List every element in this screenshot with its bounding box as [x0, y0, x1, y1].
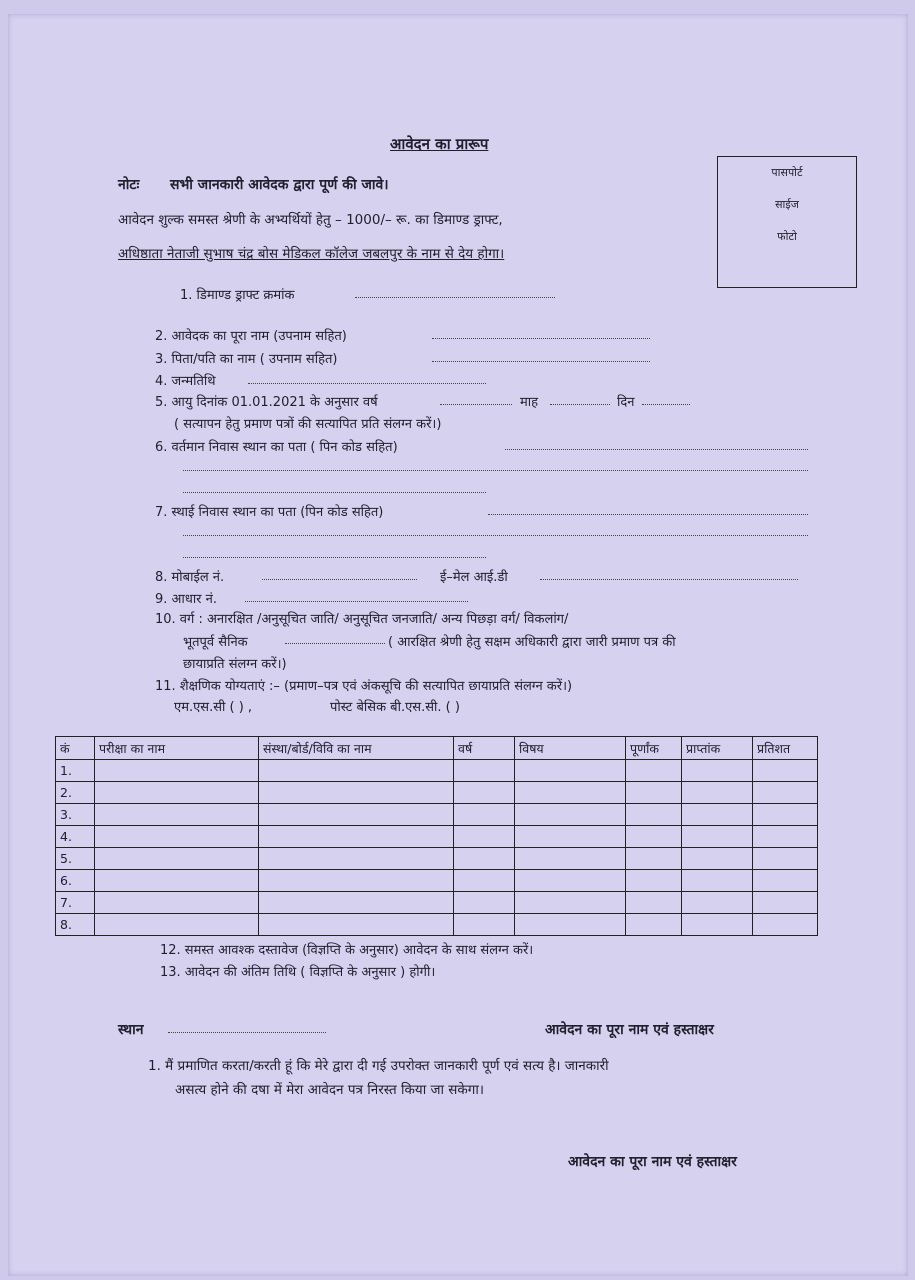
- qualification-label: 11. शैक्षणिक योग्यताएं :– (प्रमाण–पत्र एवं अंकसूचि की सत्यापित छायाप्रति संलग्न करें।): [155, 679, 573, 694]
- cell-institution[interactable]: [259, 914, 454, 936]
- cell-exam[interactable]: [95, 914, 259, 936]
- table-row: [56, 804, 818, 826]
- category-line-2a: भूतपूर्व सैनिक: [183, 635, 248, 650]
- cell-max[interactable]: [626, 760, 682, 782]
- cell-obtained[interactable]: [682, 914, 753, 936]
- cell-percent[interactable]: [753, 826, 818, 848]
- cell-obtained[interactable]: [682, 892, 753, 914]
- category-line-3: छायाप्रति संलग्न करें।): [183, 657, 287, 672]
- col-subject: विषय: [515, 737, 626, 760]
- permanent-address-field-2[interactable]: [183, 534, 808, 536]
- cell-subject[interactable]: [515, 848, 626, 870]
- applicant-name-field[interactable]: [432, 337, 650, 339]
- cell-institution[interactable]: [259, 826, 454, 848]
- place-field[interactable]: [168, 1031, 326, 1033]
- signature-label-1: आवेदन का पूरा नाम एवं हस्ताक्षर: [545, 1022, 714, 1038]
- post-basic-bsc-option[interactable]: पोस्ट बेसिक बी.एस.सी. ( ): [330, 700, 460, 715]
- place-label: स्थान: [118, 1022, 144, 1038]
- cell-percent[interactable]: [753, 760, 818, 782]
- cell-obtained[interactable]: [682, 848, 753, 870]
- permanent-address-label: 7. स्थाई निवास स्थान का पता (पिन कोड सहित): [155, 505, 384, 520]
- item-13: 13. आवेदन की अंतिम तिथि ( विज्ञप्ति के अनुसार ) होगी।: [160, 965, 436, 980]
- col-exam-name: परीक्षा का नाम: [95, 737, 259, 760]
- cell-subject[interactable]: [515, 804, 626, 826]
- age-years-field[interactable]: [440, 403, 512, 405]
- table-row: [56, 914, 818, 936]
- age-month-label: माह: [520, 395, 539, 410]
- cell-institution[interactable]: [259, 782, 454, 804]
- mobile-label: 8. मोबाईल नं.: [155, 570, 225, 585]
- cell-year[interactable]: [454, 804, 515, 826]
- father-name-label: 3. पिता/पति का नाम ( उपनाम सहित): [155, 352, 338, 367]
- col-serial: कं: [56, 737, 95, 760]
- email-label: ई–मेल आई.डी: [440, 570, 508, 585]
- cell-obtained[interactable]: [682, 760, 753, 782]
- cell-subject[interactable]: [515, 782, 626, 804]
- age-label: 5. आयु दिनांक 01.01.2021 के अनुसार वर्ष: [155, 395, 378, 410]
- cell-year[interactable]: [454, 848, 515, 870]
- cell-obtained[interactable]: [682, 826, 753, 848]
- cell-subject[interactable]: [515, 870, 626, 892]
- current-address-field-3[interactable]: [183, 491, 486, 493]
- cell-exam[interactable]: [95, 870, 259, 892]
- cell-subject[interactable]: [515, 892, 626, 914]
- row-serial: 5.: [56, 848, 95, 870]
- col-institution: संस्था/बोर्ड/विवि का नाम: [259, 737, 454, 760]
- cell-subject[interactable]: [515, 760, 626, 782]
- qualification-table: [55, 736, 818, 936]
- cell-exam[interactable]: [95, 804, 259, 826]
- cell-exam[interactable]: [95, 848, 259, 870]
- row-serial: 3.: [56, 804, 95, 826]
- cell-obtained[interactable]: [682, 870, 753, 892]
- category-line-1: 10. वर्ग : अनारक्षित /अनुसूचित जाति/ अनुसूचित जनजाति/ अन्य पिछड़ा वर्ग/ विकलांग/: [155, 612, 569, 627]
- fee-line-2: अधिष्ठाता नेताजी सुभाष चंद्र बोस मेडिकल कॉलेज जबलपुर के नाम से देय होगा।: [118, 246, 505, 262]
- table-row: [56, 826, 818, 848]
- msc-option[interactable]: एम.एस.सी ( ) ,: [174, 700, 253, 715]
- col-max-marks: पूर्णांक: [626, 737, 682, 760]
- current-address-label: 6. वर्तमान निवास स्थान का पता ( पिन कोड सहित): [155, 440, 398, 455]
- row-serial: 7.: [56, 892, 95, 914]
- passport-photo-box: [717, 156, 857, 288]
- row-serial: 8.: [56, 914, 95, 936]
- cell-percent[interactable]: [753, 892, 818, 914]
- permanent-address-field-1[interactable]: [488, 513, 808, 515]
- cell-year[interactable]: [454, 782, 515, 804]
- declaration-line-2: असत्य होने की दषा में मेरा आवेदन पत्र निरस्त किया जा सकेगा।: [175, 1082, 484, 1098]
- cell-year[interactable]: [454, 914, 515, 936]
- table-row: [56, 848, 818, 870]
- dob-label: 4. जन्मतिथि: [155, 374, 216, 389]
- cell-max[interactable]: [626, 870, 682, 892]
- row-serial: 2.: [56, 782, 95, 804]
- table-row: [56, 870, 818, 892]
- cell-year[interactable]: [454, 826, 515, 848]
- cell-institution[interactable]: [259, 760, 454, 782]
- cell-institution[interactable]: [259, 892, 454, 914]
- cell-institution[interactable]: [259, 870, 454, 892]
- cell-institution[interactable]: [259, 804, 454, 826]
- cell-max[interactable]: [626, 782, 682, 804]
- note-text: सभी जानकारी आवेदक द्वारा पूर्ण की जावे।: [170, 177, 389, 193]
- cell-max[interactable]: [626, 804, 682, 826]
- note-label: नोटः: [118, 177, 140, 193]
- cell-max[interactable]: [626, 914, 682, 936]
- age-note: ( सत्यापन हेतु प्रमाण पत्रों की सत्यापित प्रति संलग्न करें।): [174, 417, 442, 432]
- cell-year[interactable]: [454, 870, 515, 892]
- cell-percent[interactable]: [753, 782, 818, 804]
- cell-max[interactable]: [626, 826, 682, 848]
- cell-exam[interactable]: [95, 782, 259, 804]
- dd-number-field[interactable]: [355, 296, 555, 298]
- current-address-field-1[interactable]: [505, 448, 808, 450]
- category-field[interactable]: [285, 642, 385, 644]
- cell-obtained[interactable]: [682, 804, 753, 826]
- aadhar-label: 9. आधार नं.: [155, 592, 217, 607]
- age-month-field[interactable]: [550, 403, 610, 405]
- photo-box-line-2: साईज: [775, 198, 799, 211]
- email-field[interactable]: [540, 578, 798, 580]
- row-serial: 4.: [56, 826, 95, 848]
- cell-exam[interactable]: [95, 826, 259, 848]
- col-obtained-marks: प्राप्तांक: [682, 737, 753, 760]
- dob-field[interactable]: [248, 382, 486, 384]
- table-header-row: [56, 737, 818, 760]
- mobile-field[interactable]: [262, 578, 417, 580]
- cell-percent[interactable]: [753, 804, 818, 826]
- row-serial: 6.: [56, 870, 95, 892]
- col-year: वर्ष: [454, 737, 515, 760]
- cell-subject[interactable]: [515, 914, 626, 936]
- cell-max[interactable]: [626, 848, 682, 870]
- fee-line-1: आवेदन शुल्क समस्त श्रेणी के अभ्यर्थियों हेतु – 1000/– रू. का डिमाण्ड ड्राफ्ट,: [118, 212, 503, 228]
- cell-max[interactable]: [626, 892, 682, 914]
- aadhar-field[interactable]: [245, 600, 468, 602]
- dd-number-label: 1. डिमाण्ड ड्राफ्ट क्रमांक: [180, 288, 295, 303]
- table-row: [56, 892, 818, 914]
- photo-box-line-1: पासपोर्ट: [771, 166, 803, 179]
- cell-subject[interactable]: [515, 826, 626, 848]
- cell-percent[interactable]: [753, 914, 818, 936]
- age-day-label: दिन: [617, 395, 635, 410]
- cell-percent[interactable]: [753, 848, 818, 870]
- table-row: [56, 760, 818, 782]
- category-line-2b: ( आरक्षित श्रेणी हेतु सक्षम अधिकारी द्वारा जारी प्रमाण पत्र की: [388, 635, 676, 650]
- father-name-field[interactable]: [432, 360, 650, 362]
- col-percentage: प्रतिशत: [753, 737, 818, 760]
- cell-institution[interactable]: [259, 848, 454, 870]
- cell-percent[interactable]: [753, 870, 818, 892]
- applicant-name-label: 2. आवेदक का पूरा नाम (उपनाम सहित): [155, 329, 347, 344]
- cell-year[interactable]: [454, 892, 515, 914]
- row-serial: 1.: [56, 760, 95, 782]
- form-title: आवेदन का प्रारूप: [390, 135, 489, 153]
- cell-obtained[interactable]: [682, 782, 753, 804]
- cell-exam[interactable]: [95, 760, 259, 782]
- permanent-address-field-3[interactable]: [183, 556, 486, 558]
- photo-box-line-3: फोटो: [777, 230, 797, 243]
- cell-year[interactable]: [454, 760, 515, 782]
- age-day-field[interactable]: [642, 403, 690, 405]
- current-address-field-2[interactable]: [183, 469, 808, 471]
- cell-exam[interactable]: [95, 892, 259, 914]
- signature-label-2: आवेदन का पूरा नाम एवं हस्ताक्षर: [568, 1154, 737, 1170]
- table-row: [56, 782, 818, 804]
- declaration-line-1: 1. मैं प्रमाणित करता/करती हूं कि मेरे द्वारा दी गई उपरोक्त जानकारी पूर्ण एवं सत्य है। जानकारी: [148, 1058, 609, 1074]
- item-12: 12. समस्त आवश्क दस्तावेज (विज्ञप्ति के अनुसार) आवेदन के साथ संलग्न करें।: [160, 943, 534, 958]
